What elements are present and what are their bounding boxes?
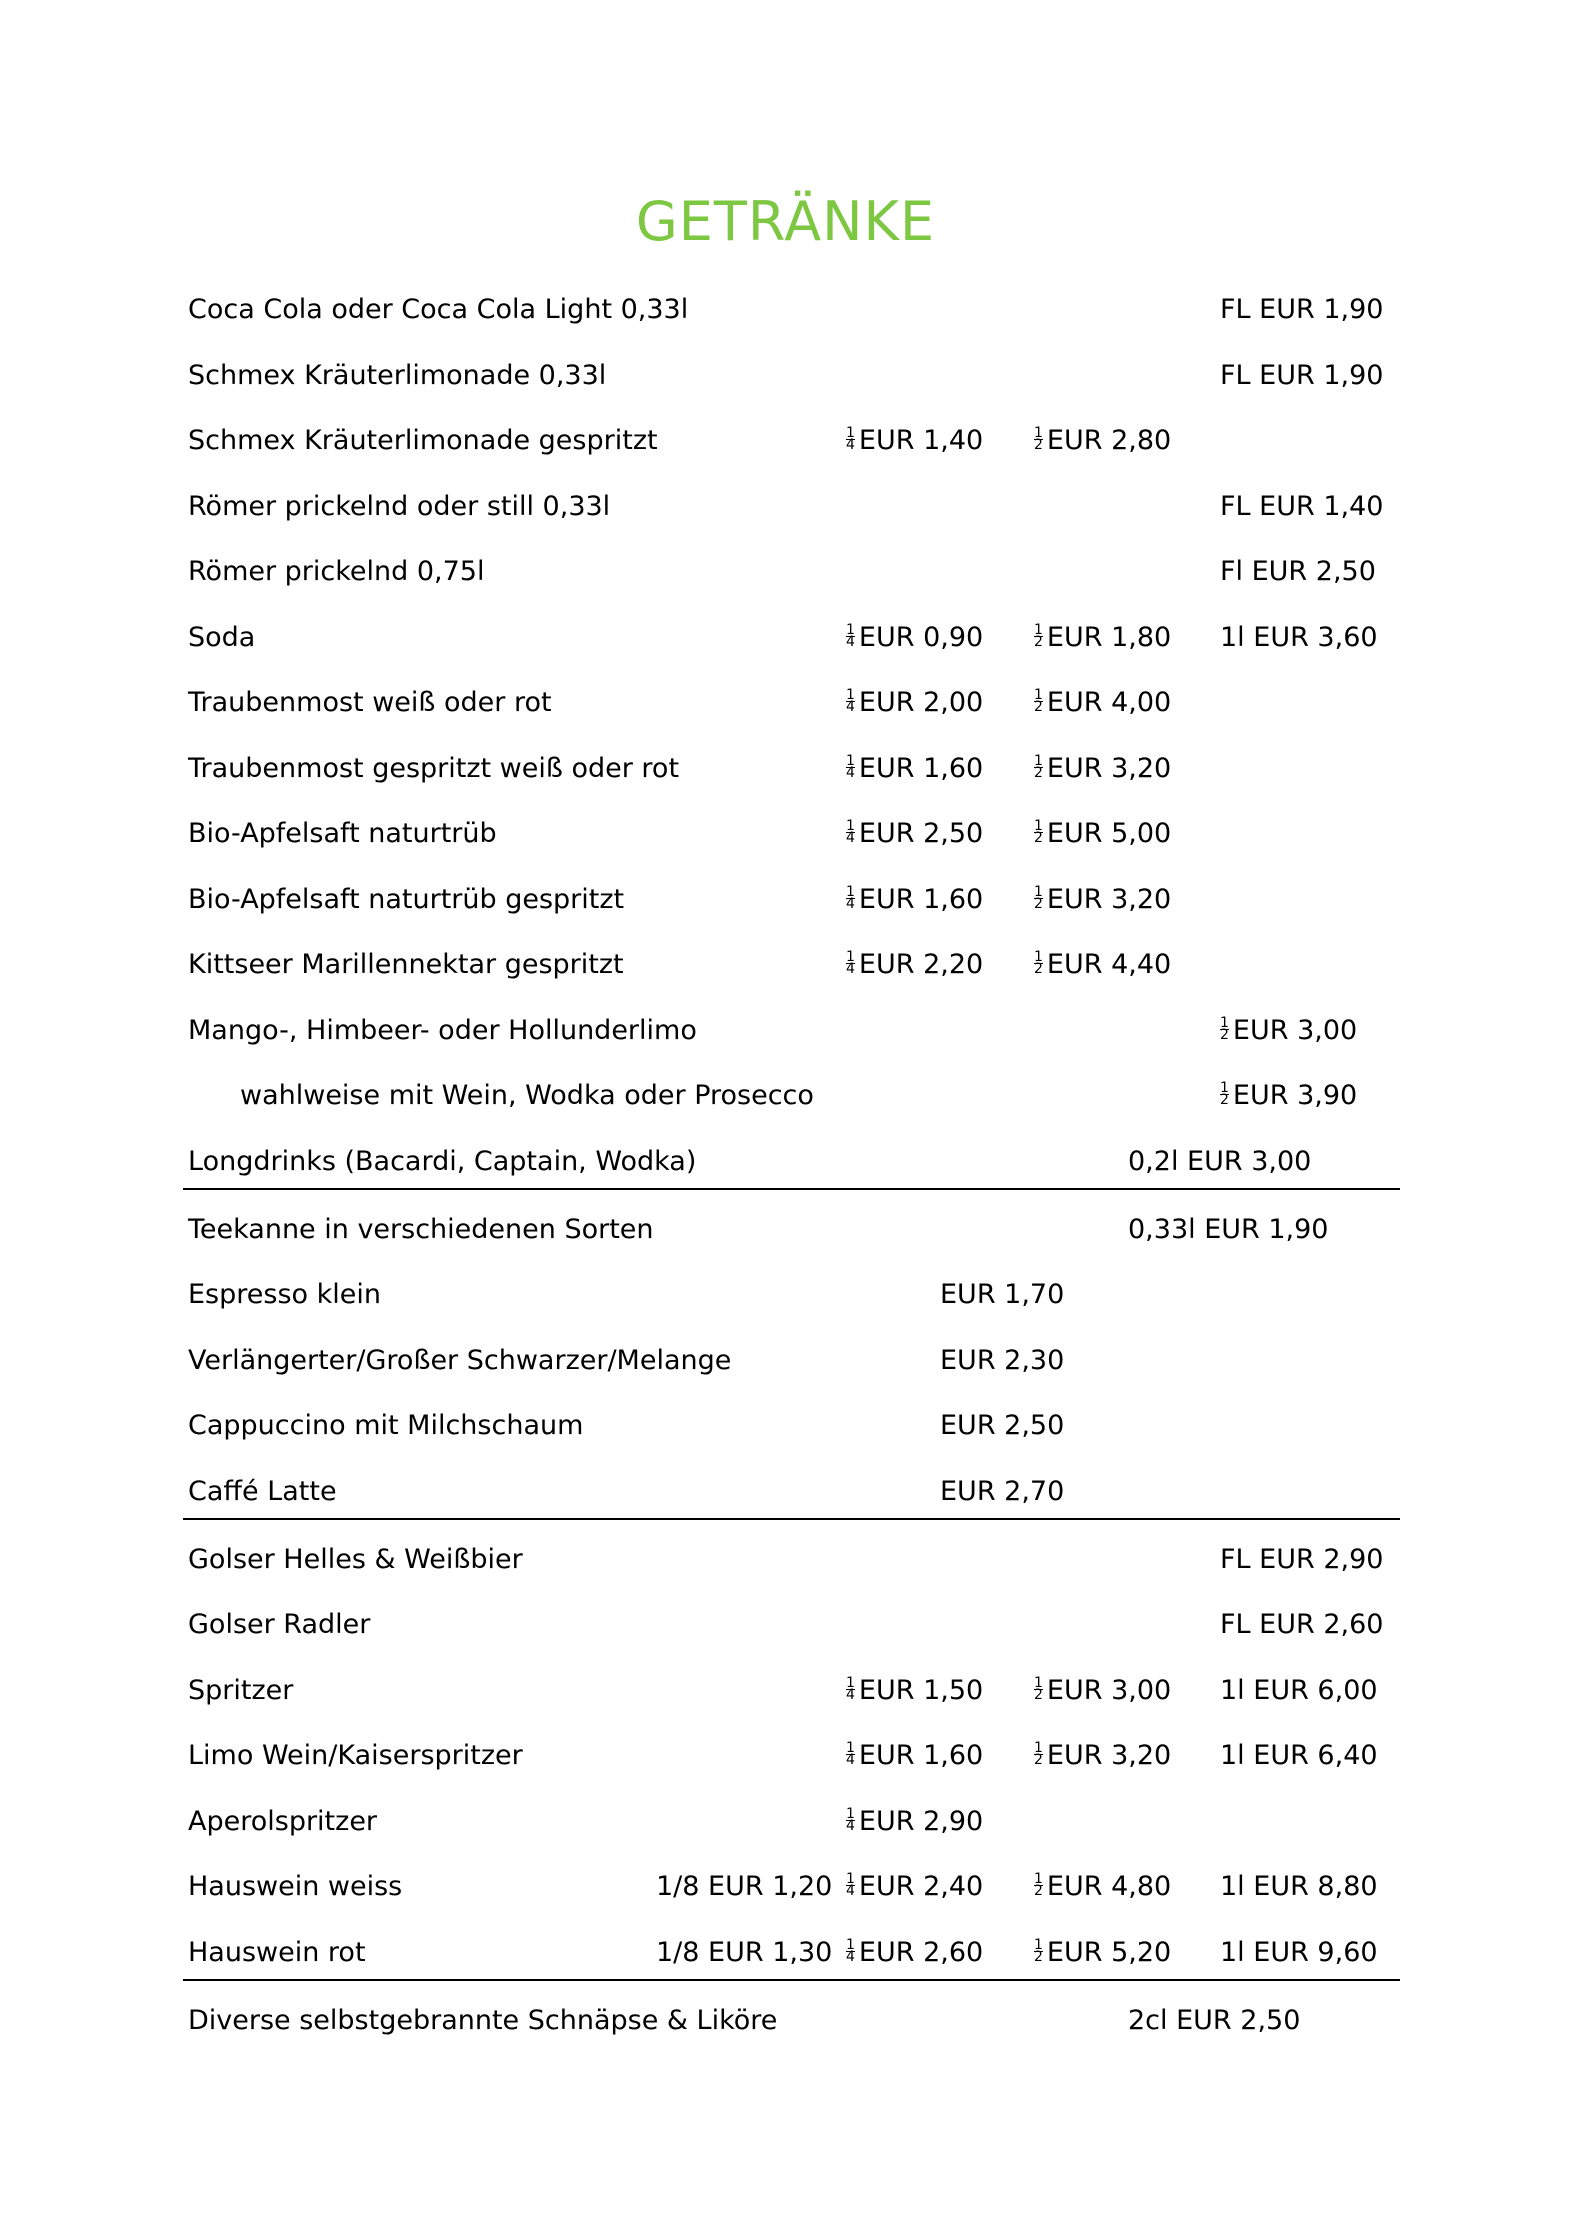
menu-item-row: [0, 1605, 1571, 1645]
item-name: Bio-Apfelsaft naturtrüb gespritzt: [188, 883, 625, 915]
item-price: 1l EUR 8,80: [1220, 1871, 1378, 1902]
item-name: Caffé Latte: [188, 1475, 337, 1507]
menu-item-row: [0, 683, 1571, 723]
item-price: $\frac{1}{4}$ EUR 2,90: [846, 1805, 984, 1837]
item-price: $\frac{1}{4}$ EUR 2,00: [846, 687, 984, 718]
item-price: FL EUR 1,90: [1220, 294, 1384, 325]
menu-item-row: [0, 749, 1571, 789]
item-price: $\frac{1}{2}$ EUR 2,80: [1034, 425, 1172, 456]
quarter-liter-mark: $\frac{1}{4}$: [846, 687, 855, 715]
item-price: FL EUR 1,90: [1220, 359, 1384, 391]
item-price: FL EUR 2,90: [1220, 1543, 1384, 1575]
half-liter-mark: $\frac{1}{2}$: [1034, 1936, 1043, 1965]
item-price: 1/8 EUR 1,20: [656, 1871, 833, 1902]
item-name: Mango-, Himbeer- oder Hollunderlimo: [188, 1014, 697, 1046]
item-name: Hauswein rot: [188, 1936, 366, 1968]
menu-item-row: [0, 618, 1571, 658]
menu-item-row: [0, 1671, 1571, 1711]
item-price: $\frac{1}{2}$ EUR 3,00: [1220, 1014, 1358, 1046]
section-divider: [183, 1979, 1400, 1981]
item-name: Teekanne in verschiedenen Sorten: [188, 1213, 654, 1245]
menu-item-row: [0, 1011, 1571, 1051]
item-name: Traubenmost gespritzt weiß oder rot: [188, 752, 680, 784]
section-divider: [183, 1518, 1400, 1520]
half-liter-mark: $\frac{1}{2}$: [1034, 949, 1043, 977]
menu-item-row: [0, 945, 1571, 985]
menu-item-row: [0, 552, 1571, 592]
menu-item-row: [0, 2001, 1571, 2041]
item-name: Longdrinks (Bacardi, Captain, Wodka): [188, 1145, 697, 1177]
item-price: EUR 2,70: [940, 1475, 1065, 1507]
item-price: EUR 2,30: [940, 1344, 1065, 1376]
item-price: 0,33l EUR 1,90: [1128, 1213, 1329, 1245]
menu-item-row: [0, 487, 1571, 527]
half-liter-mark: $\frac{1}{2}$: [1034, 621, 1043, 650]
item-price: $\frac{1}{2}$ EUR 5,00: [1034, 818, 1172, 849]
item-price: $\frac{1}{2}$ EUR 4,80: [1034, 1871, 1172, 1902]
item-price: FL EUR 2,60: [1220, 1609, 1384, 1640]
item-price: 2cl EUR 2,50: [1128, 2004, 1301, 2036]
item-price: FL EUR 1,40: [1220, 490, 1384, 522]
quarter-liter-mark: $\frac{1}{4}$: [846, 1936, 855, 1965]
item-name: wahlweise mit Wein, Wodka oder Prosecco: [240, 1080, 814, 1111]
item-price: $\frac{1}{2}$ EUR 3,20: [1034, 752, 1172, 784]
quarter-liter-mark: $\frac{1}{4}$: [846, 883, 855, 912]
half-liter-mark: $\frac{1}{2}$: [1034, 883, 1043, 912]
menu-item-row: [0, 880, 1571, 920]
quarter-liter-mark: $\frac{1}{4}$: [846, 1805, 855, 1834]
item-price: $\frac{1}{4}$ EUR 1,40: [846, 425, 984, 456]
item-name: Spritzer: [188, 1674, 294, 1706]
section-divider: [183, 1188, 1400, 1190]
menu-item-row: [0, 1472, 1571, 1512]
item-price: $\frac{1}{4}$ EUR 2,40: [846, 1871, 984, 1902]
item-price: 1l EUR 6,40: [1220, 1740, 1378, 1771]
half-liter-mark: $\frac{1}{2}$: [1034, 752, 1043, 781]
menu-item-row: [0, 1867, 1571, 1907]
menu-item-row: [0, 421, 1571, 461]
half-liter-mark: $\frac{1}{2}$: [1034, 1871, 1043, 1899]
menu-item-row: [0, 1275, 1571, 1315]
item-price: 0,2l EUR 3,00: [1128, 1145, 1312, 1177]
item-price: 1l EUR 9,60: [1220, 1936, 1378, 1968]
quarter-liter-mark: $\frac{1}{4}$: [846, 818, 855, 846]
item-price: $\frac{1}{2}$ EUR 3,00: [1034, 1674, 1172, 1706]
half-liter-mark: $\frac{1}{2}$: [1034, 687, 1043, 715]
item-name: Schmex Kräuterlimonade gespritzt: [188, 425, 658, 456]
item-name: Hauswein weiss: [188, 1871, 403, 1902]
menu-item-row: [0, 1210, 1571, 1250]
item-price: $\frac{1}{2}$ EUR 5,20: [1034, 1936, 1172, 1968]
menu-item-row: [0, 1076, 1571, 1116]
half-liter-mark: $\frac{1}{2}$: [1034, 818, 1043, 846]
item-price: EUR 2,50: [940, 1410, 1065, 1441]
half-liter-mark: $\frac{1}{2}$: [1034, 1740, 1043, 1768]
item-price: $\frac{1}{2}$ EUR 3,90: [1220, 1080, 1358, 1111]
menu-item-row: [0, 1142, 1571, 1182]
item-name: Bio-Apfelsaft naturtrüb: [188, 818, 497, 849]
item-price: EUR 1,70: [940, 1279, 1065, 1310]
menu-item-row: [0, 1406, 1571, 1446]
quarter-liter-mark: $\frac{1}{4}$: [846, 949, 855, 977]
item-price: 1l EUR 6,00: [1220, 1674, 1378, 1706]
item-price: $\frac{1}{4}$ EUR 2,60: [846, 1936, 984, 1968]
item-price: 1l EUR 3,60: [1220, 621, 1378, 653]
item-price: $\frac{1}{2}$ EUR 1,80: [1034, 621, 1172, 653]
quarter-liter-mark: $\frac{1}{4}$: [846, 621, 855, 650]
item-name: Espresso klein: [188, 1279, 381, 1310]
quarter-liter-mark: $\frac{1}{4}$: [846, 1740, 855, 1768]
half-liter-mark: $\frac{1}{2}$: [1220, 1080, 1229, 1108]
menu-item-row: [0, 1736, 1571, 1776]
menu-item-row: [0, 356, 1571, 396]
item-price: $\frac{1}{2}$ EUR 3,20: [1034, 883, 1172, 915]
half-liter-mark: $\frac{1}{2}$: [1034, 1674, 1043, 1703]
quarter-liter-mark: $\frac{1}{4}$: [846, 425, 855, 453]
item-price: $\frac{1}{4}$ EUR 2,20: [846, 949, 984, 980]
item-name: Kittseer Marillennektar gespritzt: [188, 949, 624, 980]
page-title: GETRÄNKE: [635, 190, 936, 253]
item-name: Schmex Kräuterlimonade 0,33l: [188, 359, 607, 391]
item-name: Limo Wein/Kaiserspritzer: [188, 1740, 523, 1771]
item-name: Golser Helles & Weißbier: [188, 1543, 523, 1575]
item-name: Römer prickelnd oder still 0,33l: [188, 490, 611, 522]
quarter-liter-mark: $\frac{1}{4}$: [846, 1674, 855, 1703]
half-liter-mark: $\frac{1}{2}$: [1220, 1014, 1229, 1043]
item-price: $\frac{1}{2}$ EUR 3,20: [1034, 1740, 1172, 1771]
item-price: $\frac{1}{4}$ EUR 1,60: [846, 883, 984, 915]
item-price: $\frac{1}{4}$ EUR 0,90: [846, 621, 984, 653]
quarter-liter-mark: $\frac{1}{4}$: [846, 752, 855, 781]
item-price: $\frac{1}{2}$ EUR 4,00: [1034, 687, 1172, 718]
item-price: 1/8 EUR 1,30: [656, 1936, 833, 1968]
item-name: Golser Radler: [188, 1609, 371, 1640]
item-name: Diverse selbstgebrannte Schnäpse & Liköre: [188, 2004, 778, 2036]
menu-item-row: [0, 1933, 1571, 1973]
menu-item-row: [0, 1802, 1571, 1842]
item-name: Verlängerter/Großer Schwarzer/Melange: [188, 1344, 732, 1376]
item-name: Coca Cola oder Coca Cola Light 0,33l: [188, 294, 689, 325]
menu-item-row: [0, 814, 1571, 854]
item-price: $\frac{1}{2}$ EUR 4,40: [1034, 949, 1172, 980]
item-name: Traubenmost weiß oder rot: [188, 687, 552, 718]
menu-item-row: [0, 1540, 1571, 1580]
item-name: Soda: [188, 621, 256, 653]
item-price: Fl EUR 2,50: [1220, 556, 1376, 587]
item-price: $\frac{1}{4}$ EUR 2,50: [846, 818, 984, 849]
menu-item-row: [0, 1341, 1571, 1381]
item-price: $\frac{1}{4}$ EUR 1,60: [846, 1740, 984, 1771]
quarter-liter-mark: $\frac{1}{4}$: [846, 1871, 855, 1899]
menu-item-row: [0, 290, 1571, 330]
item-name: Cappuccino mit Milchschaum: [188, 1410, 584, 1441]
item-price: $\frac{1}{4}$ EUR 1,50: [846, 1674, 984, 1706]
item-name: Römer prickelnd 0,75l: [188, 556, 485, 587]
half-liter-mark: $\frac{1}{2}$: [1034, 425, 1043, 453]
item-name: Aperolspritzer: [188, 1805, 378, 1837]
item-price: $\frac{1}{4}$ EUR 1,60: [846, 752, 984, 784]
